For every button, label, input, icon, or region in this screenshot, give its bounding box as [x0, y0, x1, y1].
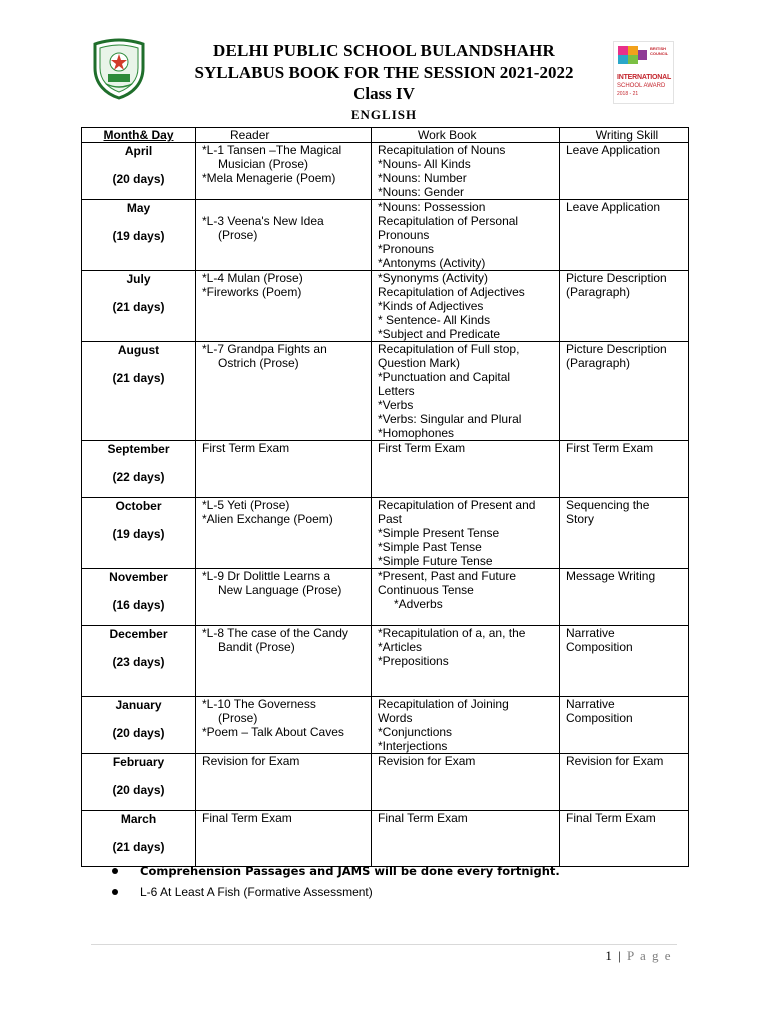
page-number: 1	[605, 948, 614, 963]
cell-text-line: Sequencing the	[566, 498, 650, 512]
cell-text-line: *L-4 Mulan (Prose)	[202, 271, 303, 285]
month-cell	[82, 200, 196, 271]
workbook-cell	[372, 441, 560, 498]
cell-text-line: *Verbs	[378, 398, 414, 412]
table-row	[82, 143, 689, 200]
month-name: February	[112, 755, 165, 769]
month-name: December	[109, 627, 168, 641]
table-row	[82, 441, 689, 498]
cell-text-line: Picture Description	[566, 342, 667, 356]
month-cell	[82, 569, 196, 626]
month-cell	[82, 143, 196, 200]
bullet-icon	[112, 889, 118, 895]
header-month-day: Month& Day	[82, 128, 196, 143]
month-name: August	[117, 343, 160, 357]
header-work-book: Work Book	[372, 128, 560, 143]
reader-cell	[196, 811, 372, 867]
cell-text-line: Revision for Exam	[202, 754, 300, 768]
table-header-row	[82, 128, 689, 143]
writing-skill-cell	[560, 697, 689, 754]
cell-text-line: Composition	[566, 711, 633, 725]
workbook-cell	[372, 811, 560, 867]
cell-text-line: *L-7 Grandpa Fights an	[202, 342, 327, 356]
workbook-cell	[372, 342, 560, 441]
cell-text-line: Recapitulation of Personal	[378, 214, 519, 228]
cell-text-line: Composition	[566, 640, 633, 654]
month-cell	[82, 697, 196, 754]
cell-text-line: Revision for Exam	[566, 754, 664, 768]
cell-text-line: First Term Exam	[378, 441, 466, 455]
cell-text-line: *Alien Exchange (Poem)	[202, 512, 333, 526]
month-days: (20 days)	[112, 783, 165, 797]
footer-divider	[91, 944, 677, 945]
list-item	[112, 885, 672, 899]
cell-text-line: *Articles	[378, 640, 423, 654]
bullet-icon	[112, 868, 118, 874]
table-row	[82, 498, 689, 569]
month-cell	[82, 271, 196, 342]
cell-text-line: Bandit (Prose)	[218, 640, 295, 654]
note-text: L-6 At Least A Fish (Formative Assessment)	[140, 885, 373, 899]
month-days: (21 days)	[112, 840, 165, 854]
workbook-cell	[372, 569, 560, 626]
cell-text-line: Recapitulation of Adjectives	[378, 285, 525, 299]
cell-text-line: (Paragraph)	[566, 356, 631, 370]
cell-text-line: Recapitulation of Joining	[378, 697, 509, 711]
cell-text-line: *Antonyms (Activity)	[378, 256, 486, 270]
reader-cell	[196, 754, 372, 811]
table-row	[82, 569, 689, 626]
page-separator: |	[618, 948, 623, 963]
month-days: (21 days)	[112, 300, 165, 314]
header-reader: Reader	[196, 128, 372, 143]
writing-skill-cell	[560, 271, 689, 342]
note-text: Comprehension Passages and JAMS will be done every fortnight.	[140, 864, 560, 878]
writing-skill-cell	[560, 143, 689, 200]
cell-text-line: First Term Exam	[202, 441, 290, 455]
cell-text-line: *L-9 Dr Dolittle Learns a	[202, 569, 331, 583]
month-days: (19 days)	[112, 229, 165, 243]
cell-text-line: *Homophones	[378, 426, 455, 440]
award-year-text: 2018 - 21	[617, 91, 639, 97]
workbook-cell	[372, 697, 560, 754]
month-days: (20 days)	[112, 172, 165, 186]
cell-text-line: *Simple Present Tense	[378, 526, 500, 540]
cell-text-line: *Simple Past Tense	[378, 540, 482, 554]
table-row	[82, 200, 689, 271]
month-name: May	[126, 201, 151, 215]
cell-text-line: (Prose)	[218, 228, 258, 242]
document-header	[0, 40, 768, 125]
cell-text-line: (Paragraph)	[566, 285, 631, 299]
class-name: Class IV	[353, 84, 415, 103]
cell-text-line: *Mela Menagerie (Poem)	[202, 171, 336, 185]
writing-skill-cell	[560, 342, 689, 441]
cell-text-line: Recapitulation of Present and	[378, 498, 536, 512]
month-cell	[82, 342, 196, 441]
writing-skill-cell	[560, 754, 689, 811]
page-label: P a g e	[626, 948, 672, 963]
cell-text-line	[202, 200, 371, 214]
cell-text-line: *Prepositions	[378, 654, 449, 668]
month-days: (21 days)	[112, 371, 165, 385]
cell-text-line: Narrative	[566, 626, 615, 640]
month-name: September	[107, 442, 170, 456]
cell-text-line: Pronouns	[378, 228, 430, 242]
cell-text-line: *Conjunctions	[378, 725, 453, 739]
month-cell	[82, 811, 196, 867]
month-name: November	[109, 570, 168, 584]
cell-text-line: *L-8 The case of the Candy	[202, 626, 348, 640]
month-cell	[82, 626, 196, 697]
cell-text-line: *Nouns- All Kinds	[378, 157, 471, 171]
table-row	[82, 342, 689, 441]
cell-text-line: Recapitulation of Nouns	[378, 143, 506, 157]
cell-text-line: *Nouns: Number	[378, 171, 467, 185]
award-sub-text: SCHOOL AWARD	[617, 83, 666, 89]
month-name: March	[120, 812, 157, 826]
award-main-text: INTERNATIONAL	[617, 74, 672, 81]
month-days: (22 days)	[112, 470, 165, 484]
workbook-cell	[372, 754, 560, 811]
cell-text-line: *Nouns: Gender	[378, 185, 465, 199]
month-name: July	[126, 272, 151, 286]
cell-text-line: *Pronouns	[378, 242, 435, 256]
workbook-cell	[372, 271, 560, 342]
cell-text-line: *Poem – Talk About Caves	[202, 725, 344, 739]
month-days: (23 days)	[112, 655, 165, 669]
table-row	[82, 626, 689, 697]
month-days: (16 days)	[112, 598, 165, 612]
cell-text-line: Message Writing	[566, 569, 656, 583]
table-row	[82, 811, 689, 867]
cell-text-line: Final Term Exam	[378, 811, 468, 825]
workbook-cell	[372, 143, 560, 200]
month-cell	[82, 498, 196, 569]
school-name: DELHI PUBLIC SCHOOL BULANDSHAHR	[212, 41, 556, 60]
cell-text-line: *Adverbs	[394, 597, 443, 611]
list-item	[112, 864, 672, 878]
subject-name: ENGLISH	[350, 107, 418, 122]
cell-text-line: *Kinds of Adjectives	[378, 299, 484, 313]
cell-text-line: *Synonyms (Activity)	[378, 271, 489, 285]
cell-text-line: Story	[566, 512, 595, 526]
table-row	[82, 271, 689, 342]
cell-text-line: (Prose)	[218, 711, 258, 725]
writing-skill-cell	[560, 200, 689, 271]
month-cell	[82, 754, 196, 811]
document-title: SYLLABUS BOOK FOR THE SESSION 2021-2022	[194, 63, 574, 82]
month-name: January	[115, 698, 162, 712]
cell-text-line: *Subject and Predicate	[378, 327, 501, 341]
writing-skill-cell	[560, 569, 689, 626]
reader-cell	[196, 498, 372, 569]
reader-cell	[196, 697, 372, 754]
reader-cell	[196, 271, 372, 342]
cell-text-line: Leave Application	[566, 143, 661, 157]
award-org-text: BRITISH COUNCIL	[650, 46, 669, 56]
cell-text-line: Final Term Exam	[566, 811, 656, 825]
cell-text-line: Words	[378, 711, 413, 725]
cell-text-line: *Fireworks (Poem)	[202, 285, 302, 299]
cell-text-line: *L-1 Tansen –The Magical	[202, 143, 342, 157]
writing-skill-cell	[560, 811, 689, 867]
reader-cell	[196, 200, 372, 271]
cell-text-line: *Simple Future Tense	[378, 554, 493, 568]
month-name: April	[124, 144, 153, 158]
cell-text-line: Letters	[378, 384, 415, 398]
workbook-cell	[372, 200, 560, 271]
writing-skill-cell	[560, 498, 689, 569]
syllabus-table-body	[82, 143, 689, 867]
workbook-cell	[372, 498, 560, 569]
cell-text-line: New Language (Prose)	[218, 583, 342, 597]
reader-cell	[196, 342, 372, 441]
cell-text-line: Ostrich (Prose)	[218, 356, 299, 370]
reader-cell	[196, 569, 372, 626]
table-row	[82, 697, 689, 754]
workbook-cell	[372, 626, 560, 697]
header-writing-skill: Writing Skill	[560, 128, 689, 143]
month-days: (19 days)	[112, 527, 165, 541]
page-footer	[605, 948, 672, 964]
month-days: (20 days)	[112, 726, 165, 740]
cell-text-line: Picture Description	[566, 271, 667, 285]
cell-text-line: *L-5 Yeti (Prose)	[202, 498, 290, 512]
syllabus-table	[81, 127, 689, 867]
cell-text-line: Narrative	[566, 697, 615, 711]
cell-text-line: Question Mark)	[378, 356, 461, 370]
notes-list	[112, 864, 672, 906]
cell-text-line: *Recapitulation of a, an, the	[378, 626, 526, 640]
writing-skill-cell	[560, 626, 689, 697]
reader-cell	[196, 441, 372, 498]
cell-text-line: Past	[378, 512, 403, 526]
writing-skill-cell	[560, 441, 689, 498]
cell-text-line: Recapitulation of Full stop,	[378, 342, 520, 356]
cell-text-line: Revision for Exam	[378, 754, 476, 768]
reader-cell	[196, 143, 372, 200]
month-name: October	[115, 499, 162, 513]
cell-text-line: *Verbs: Singular and Plural	[378, 412, 522, 426]
cell-text-line: *L-3 Veena's New Idea	[202, 214, 324, 228]
cell-text-line: *Interjections	[378, 739, 448, 753]
cell-text-line: Musician (Prose)	[218, 157, 309, 171]
table-row	[82, 754, 689, 811]
cell-text-line: Leave Application	[566, 200, 661, 214]
reader-cell	[196, 626, 372, 697]
cell-text-line: *Nouns: Possession	[378, 200, 486, 214]
cell-text-line: * Sentence- All Kinds	[378, 313, 491, 327]
cell-text-line: *L-10 The Governess	[202, 697, 316, 711]
month-cell	[82, 441, 196, 498]
cell-text-line: Continuous Tense	[378, 583, 474, 597]
cell-text-line: First Term Exam	[566, 441, 654, 455]
cell-text-line: *Punctuation and Capital	[378, 370, 511, 384]
cell-text-line: Final Term Exam	[202, 811, 292, 825]
cell-text-line: *Present, Past and Future	[378, 569, 517, 583]
